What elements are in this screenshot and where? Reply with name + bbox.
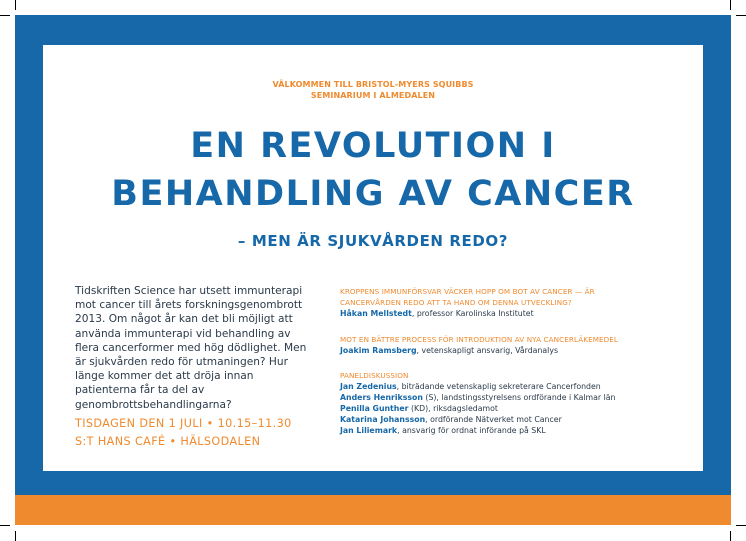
member-role: , ordförande Nätverket mot Cancer <box>425 415 562 424</box>
talk-1-heading-line-2: CANCERVÅRDEN REDO ATT TA HAND OM DENNA UTVECKLING? <box>340 298 572 307</box>
panel-member <box>340 381 700 392</box>
member-name: Katarina Johansson <box>340 415 426 424</box>
panel-member <box>340 403 700 414</box>
panel-member <box>340 425 700 436</box>
member-role: , ansvarig för ordnat införande på SKL <box>397 426 546 435</box>
intro-paragraph: Tidskriften Science har utsett immunterapi mot cancer till årets forskningsgenombrott 2013. Om något år kan det bli möjligt att använda immunterapi vid behandling av flera cancerformer med hög dödlighet. Men är sjukvården redo för utmaningen? Hur länge kommer det att dröja innan patienterna får ta del av genombrottsbehandlingarna? <box>75 285 307 411</box>
speaker-role: , vetenskapligt ansvarig, Vårdanalys <box>416 346 559 355</box>
talk-1-speaker <box>340 308 700 319</box>
member-name: Penilla Gunther <box>340 404 409 413</box>
member-name: Anders Henriksson <box>340 393 423 402</box>
panel-member <box>340 414 700 425</box>
welcome-line-2: SEMINARIUM I ALMEDALEN <box>310 91 436 100</box>
welcome-line-1: VÄLKOMMEN TILL BRISTOL-MYERS SQUIBBS <box>272 80 474 89</box>
panel-discussion <box>340 370 700 436</box>
member-role: (S), landstingsstyrelsens ordförande i Kalmar län <box>422 393 616 402</box>
talk-2 <box>340 334 700 356</box>
subtitle: – MEN ÄR SJUKVÅRDEN REDO? <box>237 232 509 250</box>
speaker-role: , professor Karolinska Institutet <box>411 309 534 318</box>
talk-1 <box>340 286 700 319</box>
crop-mark <box>0 525 10 526</box>
orange-footer-band <box>15 495 731 525</box>
panel-member <box>340 392 700 403</box>
talk-1-heading-line-1: KROPPENS IMMUNFÖRSVAR VÄCKER HOPP OM BOT AV CANCER — ÄR <box>340 287 595 296</box>
talk-2-speaker <box>340 345 700 356</box>
member-name: Jan Zedenius <box>340 382 397 391</box>
crop-mark <box>15 0 16 10</box>
panel-heading: PANELDISKUSSION <box>340 371 409 380</box>
crop-mark <box>736 525 746 526</box>
crop-mark <box>730 531 731 541</box>
talk-2-heading: MOT EN BÄTTRE PROCESS FÖR INTRODUKTION AV NYA CANCERLÄKEMEDEL <box>340 335 619 344</box>
speaker-name: Joakim Ramsberg <box>340 346 417 355</box>
title-line-1: EN REVOLUTION I <box>190 126 556 166</box>
member-name: Jan Liliemark <box>340 426 398 435</box>
member-role: (KD), riksdagsledamot <box>408 404 498 413</box>
crop-mark <box>0 15 10 16</box>
event-date-time: TISDAGEN DEN 1 JULI • 10.15–11.30 <box>75 417 292 430</box>
crop-mark <box>736 15 746 16</box>
title-line-2: BEHANDLING AV CANCER <box>111 174 635 214</box>
speaker-name: Håkan Mellstedt <box>340 309 412 318</box>
crop-mark <box>730 0 731 10</box>
member-role: , biträdande vetenskaplig sekreterare Cancerfonden <box>396 382 601 391</box>
event-location: S:T HANS CAFÉ • HÄLSODALEN <box>75 435 261 448</box>
crop-mark <box>15 531 16 541</box>
